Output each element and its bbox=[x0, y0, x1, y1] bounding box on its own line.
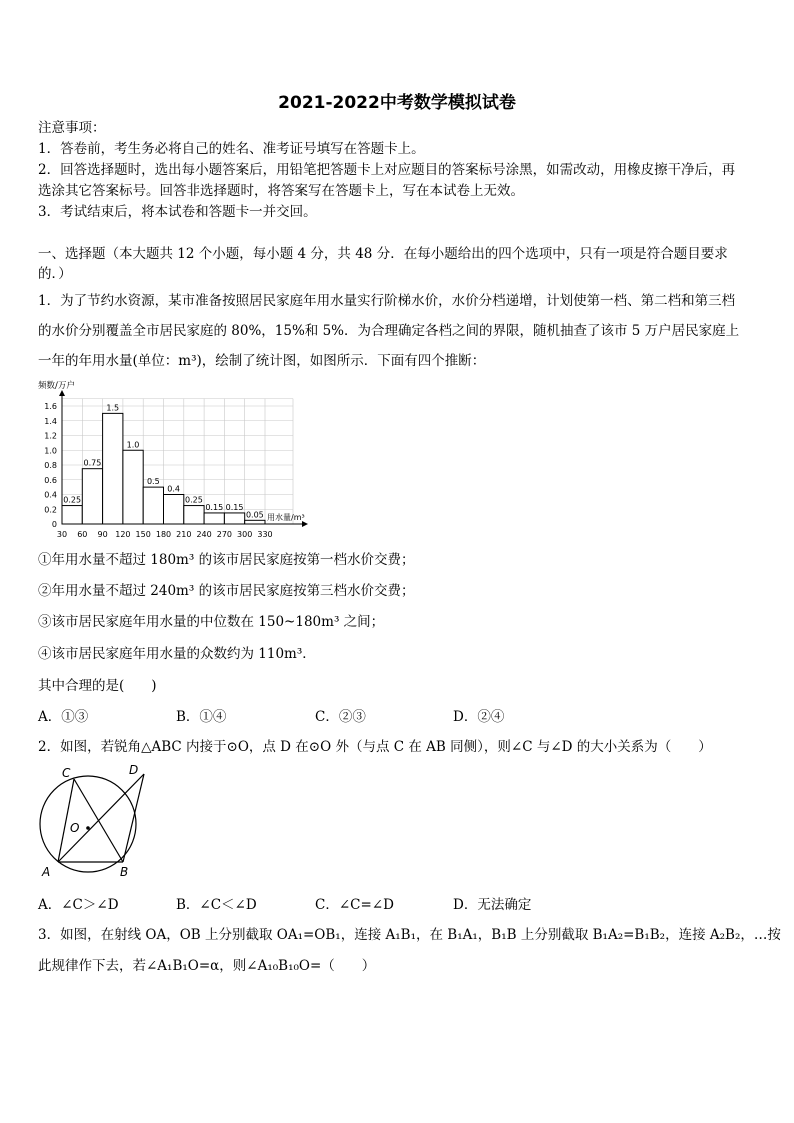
q1-option-b[interactable]: B．①④ bbox=[176, 709, 227, 725]
x-tick-label: 30 bbox=[56, 530, 68, 539]
y-tick-label: 1.0 bbox=[44, 446, 57, 456]
label-b: B bbox=[120, 865, 129, 879]
x-tick-label: 240 bbox=[196, 530, 212, 539]
y-axis-label: 频数/万户 bbox=[38, 381, 75, 391]
label-c: C bbox=[62, 766, 71, 780]
segment-ad bbox=[58, 774, 144, 862]
page-title: 2021-2022中考数学模拟试卷 bbox=[278, 93, 516, 113]
circle-o bbox=[40, 776, 136, 872]
bar-value-label: 0.25 bbox=[63, 495, 82, 505]
histogram-bar bbox=[82, 469, 102, 524]
bar-value-label: 0.75 bbox=[83, 458, 102, 468]
histogram-bar bbox=[164, 495, 184, 525]
q1-text-1: 1．为了节约水资源，某市准备按照居民家庭年用水量实行阶梯水价，水价分档递增，计划使第一档、第二档和第三档 bbox=[38, 293, 736, 309]
q1-option-c[interactable]: C．②③ bbox=[315, 709, 366, 725]
section-heading: 一、选择题（本大题共 12 个小题，每小题 4 分，共 48 分．在每小题给出的四个选项中，只有一项是符合题目要求 bbox=[38, 246, 728, 262]
histogram-bar bbox=[204, 513, 224, 524]
x-tick-label: 180 bbox=[155, 530, 172, 539]
center-dot bbox=[86, 826, 90, 830]
y-tick-label: 0.8 bbox=[44, 461, 57, 470]
notice-item-1: 1．答卷前，考生务必将自己的姓名、准考证号填写在答题卡上。 bbox=[38, 141, 425, 157]
x-tick-label: 300 bbox=[237, 530, 253, 539]
q1-statement-1: ①年用水量不超过 180m³ 的该市居民家庭按第一档水价交费； bbox=[38, 552, 415, 568]
q3-text-2: 此规律作下去，若∠A₁B₁O=α，则∠A₁₀B₁₀O=（ ） bbox=[38, 958, 376, 974]
q2-options bbox=[38, 893, 760, 913]
y-tick-label: 1.2 bbox=[44, 431, 57, 441]
y-tick-label: 1.6 bbox=[44, 402, 57, 411]
q1-option-a[interactable]: A．①③ bbox=[38, 709, 89, 725]
x-tick-label: 210 bbox=[176, 530, 192, 539]
histogram-bar bbox=[184, 506, 204, 524]
q2-option-d[interactable]: D．无法确定 bbox=[453, 897, 532, 913]
histogram-bar bbox=[224, 513, 244, 524]
x-axis-label: 用水量/m³ bbox=[267, 513, 305, 522]
y-tick-label: 1.4 bbox=[44, 416, 57, 426]
q1-statement-3: ③该市居民家庭年用水量的中位数在 150~180m³ 之间； bbox=[38, 614, 385, 630]
q1-question: 其中合理的是( ) bbox=[38, 678, 157, 694]
q1-text-3: 一年的年用水量(单位：m³)，绘制了统计图，如图所示．下面有四个推断： bbox=[38, 353, 486, 369]
section-heading-cont: 的．） bbox=[38, 266, 72, 282]
notice-item-2-cont: 选涂其它答案标号。回答非选择题时，将答案写在答题卡上，写在本试卷上无效。 bbox=[38, 183, 524, 199]
bar-value-label: 1.0 bbox=[126, 440, 140, 450]
histogram-bar bbox=[103, 413, 123, 524]
x-tick-label: 60 bbox=[77, 530, 88, 539]
q2-option-c[interactable]: C．∠C=∠D bbox=[315, 897, 394, 913]
histogram-bar bbox=[123, 450, 143, 524]
histogram-bar bbox=[143, 487, 163, 524]
notice-item-2: 2．回答选择题时，选出每小题答案后，用铅笔把答题卡上对应题目的答案标号涂黑，如需改动，用橡皮擦干净后，再 bbox=[38, 162, 736, 178]
q2-option-b[interactable]: B．∠C＜∠D bbox=[176, 897, 257, 913]
bar-value-label: 0.05 bbox=[245, 510, 264, 520]
label-d: D bbox=[129, 763, 139, 777]
q1-statement-4: ④该市居民家庭年用水量的众数约为 110m³． bbox=[38, 646, 316, 662]
label-a: A bbox=[42, 865, 51, 879]
q1-options bbox=[38, 705, 760, 725]
bar-value-label: 0.4 bbox=[167, 484, 181, 494]
x-tick-label: 330 bbox=[257, 530, 273, 539]
y-tick-label: 0.6 bbox=[44, 475, 57, 485]
q1-statement-2: ②年用水量不超过 240m³ 的该市居民家庭按第三档水价交费； bbox=[38, 583, 415, 599]
y-tick-label: 0.4 bbox=[44, 490, 57, 500]
label-o: O bbox=[70, 821, 80, 835]
q3-text-1: 3．如图，在射线 OA，OB 上分别截取 OA₁=OB₁，连接 A₁B₁，在 B₁A₁，B₁B 上分别截取 B₁A₂=B₁B₂，连接 A₂B₂，…按 bbox=[38, 927, 781, 943]
x-tick-label: 150 bbox=[135, 530, 151, 539]
bar-value-label: 0.15 bbox=[225, 502, 244, 512]
notice-heading: 注意事项： bbox=[38, 120, 106, 136]
histogram-bar bbox=[245, 520, 265, 524]
circle-figure bbox=[34, 762, 154, 880]
bar-value-label: 0.5 bbox=[146, 477, 160, 487]
q1-option-d[interactable]: D．②④ bbox=[453, 709, 505, 725]
q2-text: 2．如图，若锐角△ABC 内接于⊙O，点 D 在⊙O 外（与点 C 在 AB 同侧），则∠C 与∠D 的大小关系为（ ） bbox=[38, 739, 712, 755]
bar-value-label: 0.15 bbox=[205, 502, 224, 512]
x-tick-label: 120 bbox=[115, 530, 131, 539]
water-usage-histogram bbox=[36, 378, 308, 542]
histogram-bar bbox=[62, 506, 82, 524]
notice-item-3: 3．考试结束后，将本试卷和答题卡一并交回。 bbox=[38, 204, 317, 220]
segment-bd bbox=[123, 774, 144, 862]
y-tick-label: 0.2 bbox=[44, 505, 57, 515]
q1-text-2: 的水价分别覆盖全市居民家庭的 80%，15%和 5%．为合理确定各档之间的界限，随机抽查了该市 5 万户居民家庭上 bbox=[38, 323, 740, 339]
bar-value-label: 1.5 bbox=[106, 403, 120, 413]
x-tick-label: 270 bbox=[216, 530, 233, 539]
x-tick-label: 90 bbox=[97, 530, 108, 539]
bar-value-label: 0.25 bbox=[185, 495, 203, 505]
q2-option-a[interactable]: A．∠C＞∠D bbox=[38, 897, 119, 913]
y-tick-label: 0 bbox=[51, 520, 57, 529]
